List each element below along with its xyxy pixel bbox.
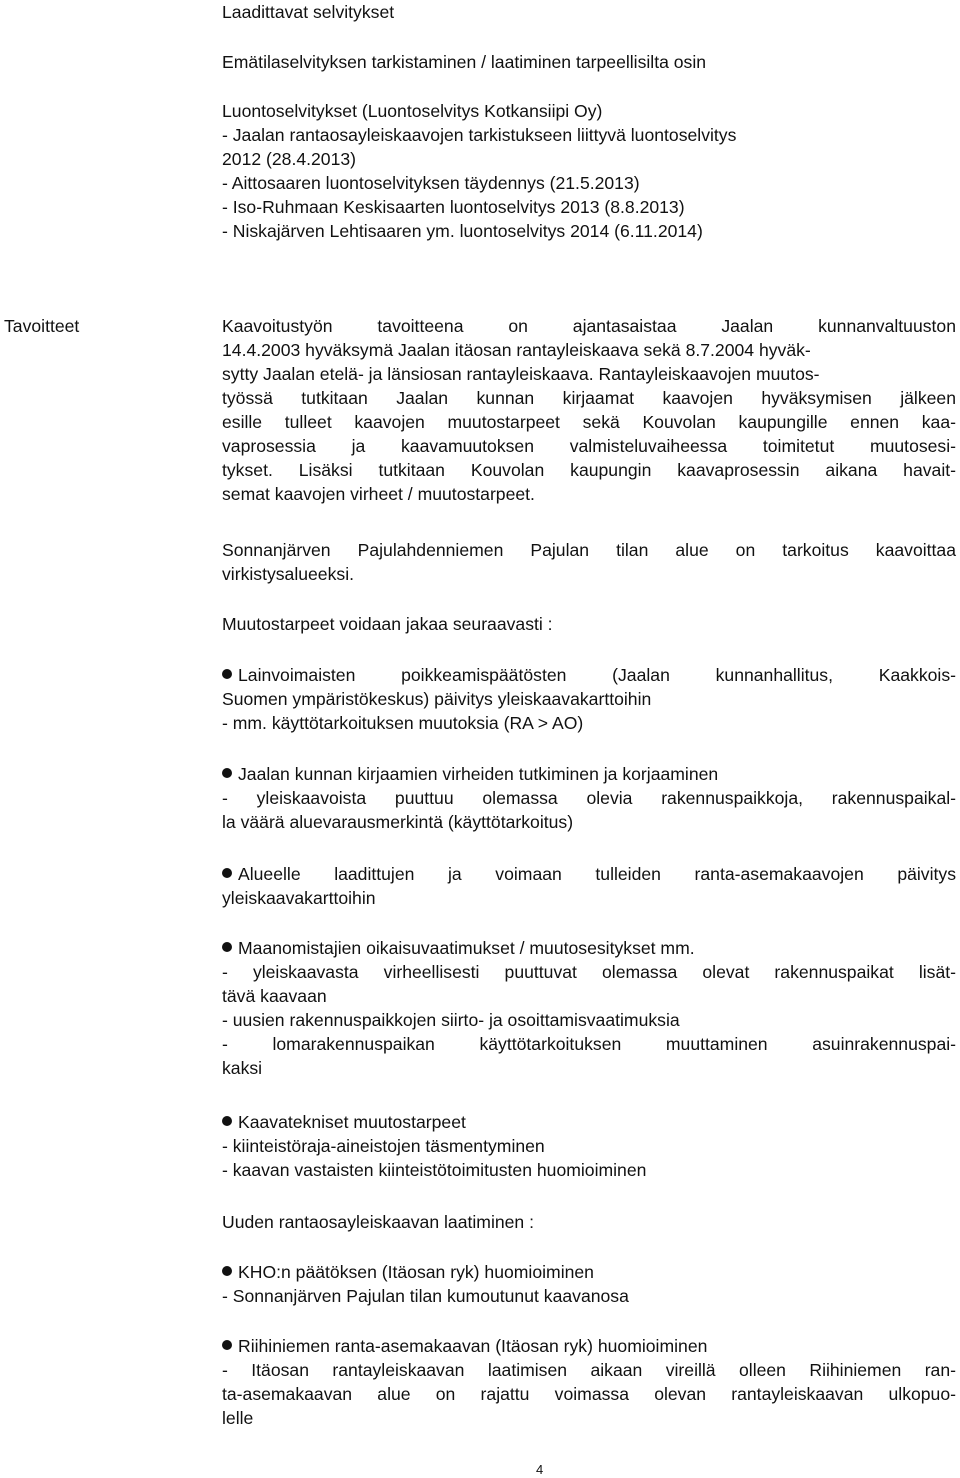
bullet-first-line bbox=[222, 1334, 956, 1358]
text-line: Jaalan kunnan kirjaamien virheiden tutkiminen ja korjaaminen bbox=[238, 764, 719, 784]
text-line: ta-asemakaavan alue on rajattu voimassa olevan rantayleiskaavan ulkopuo- bbox=[222, 1384, 956, 1404]
bullet-item bbox=[222, 1260, 956, 1308]
bullet-item bbox=[222, 762, 956, 834]
bullet-dot-icon bbox=[222, 1116, 232, 1126]
text-line: Riihiniemen ranta-asemakaavan (Itäosan ryk) huomioiminen bbox=[238, 1336, 708, 1356]
paragraph-emätila bbox=[222, 50, 956, 74]
bullet-dot-icon bbox=[222, 669, 232, 679]
text-line: - yleiskaavasta virheellisesti puuttuvat olemassa olevat rakennuspaikat lisät- bbox=[222, 962, 956, 982]
text-line: 14.4.2003 hyväksymä Jaalan itäosan rantayleiskaava sekä 8.7.2004 hyväk- bbox=[222, 340, 811, 360]
text-line: - Aittosaaren luontoselvityksen täydennys (21.5.2013) bbox=[222, 173, 640, 193]
text-line: esille tulleet kaavojen muutostarpeet sekä Kouvolan kaupungille ennen kaa- bbox=[222, 412, 956, 432]
text-line: Sonnanjärven Pajulahdenniemen Pajulan tilan alue on tarkoitus kaavoittaa bbox=[222, 540, 956, 560]
bullet-item bbox=[222, 1334, 956, 1430]
text-line: työssä tutkitaan Jaalan kunnan kirjaamat kaavojen hyväksymisen jälkeen bbox=[222, 388, 956, 408]
bullet-dot-icon bbox=[222, 1340, 232, 1350]
text-line: Kaavoitustyön tavoitteena on ajantasaistaa Jaalan kunnanvaltuuston bbox=[222, 316, 956, 336]
bullet-dot-icon bbox=[222, 942, 232, 952]
text-line: la väärä aluevarausmerkintä (käyttötarkoitus) bbox=[222, 812, 574, 832]
text-line: Alueelle laadittujen ja voimaan tulleiden ranta-asemakaavojen päivitys bbox=[238, 864, 956, 884]
text-line: - Sonnanjärven Pajulan tilan kumoutunut kaavanosa bbox=[222, 1286, 629, 1306]
text-line: - Jaalan rantaosayleiskaavojen tarkistukseen liittyvä luontoselvitys bbox=[222, 125, 737, 145]
bullet-dot-icon bbox=[222, 868, 232, 878]
text-line: Muutostarpeet voidaan jakaa seuraavasti : bbox=[222, 614, 553, 634]
text-line: yleiskaavakarttoihin bbox=[222, 888, 376, 908]
text-line: vaprosessia ja kaavamuutoksen valmisteluvaiheessa toimitetut muutosesi- bbox=[222, 436, 956, 456]
text-line: tävä kaavaan bbox=[222, 986, 327, 1006]
text-line: - Niskajärven Lehtisaaren ym. luontoselvitys 2014 (6.11.2014) bbox=[222, 221, 703, 241]
text-line: - Iso-Ruhmaan Keskisaarten luontoselvitys 2013 (8.8.2013) bbox=[222, 197, 685, 217]
bullet-item bbox=[222, 663, 956, 735]
paragraph-sonnanjarvi bbox=[222, 538, 956, 586]
text-line: tykset. Lisäksi tutkitaan Kouvolan kaupungin kaavaprosessin aikana havait- bbox=[222, 460, 956, 480]
page-number: 4 bbox=[536, 1462, 544, 1477]
bullet-dot-icon bbox=[222, 768, 232, 778]
text-line: Maanomistajien oikaisuvaatimukset / muutosesitykset mm. bbox=[238, 938, 695, 958]
paragraph-tavoitteet bbox=[222, 314, 956, 506]
bullet-first-line bbox=[222, 762, 956, 786]
bullet-item bbox=[222, 862, 956, 910]
bullet-first-line bbox=[222, 663, 956, 687]
text-line: Luontoselvitykset (Luontoselvitys Kotkansiipi Oy) bbox=[222, 101, 603, 121]
text-line: Kaavatekniset muutostarpeet bbox=[238, 1112, 466, 1132]
bullet-first-line bbox=[222, 1260, 956, 1284]
text-line: - kaavan vastaisten kiinteistötoimitusten huomioiminen bbox=[222, 1160, 647, 1180]
bullet-item bbox=[222, 936, 956, 1080]
bullet-item bbox=[222, 1110, 956, 1182]
text-line: virkistysalueeksi. bbox=[222, 564, 354, 584]
text-line: KHO:n päätöksen (Itäosan ryk) huomioiminen bbox=[238, 1262, 594, 1282]
bullet-first-line bbox=[222, 862, 956, 886]
text-line: Lainvoimaisten poikkeamispäätösten (Jaalan kunnanhallitus, Kaakkois- bbox=[238, 665, 956, 685]
text-line: Uuden rantaosayleiskaavan laatiminen : bbox=[222, 1212, 534, 1232]
text-line: lelle bbox=[222, 1408, 254, 1428]
text-line: - Itäosan rantayleiskaavan laatimisen aikaan vireillä olleen Riihiniemen ran- bbox=[222, 1360, 956, 1380]
text-line: - kiinteistöraja-aineistojen täsmentyminen bbox=[222, 1136, 545, 1156]
text-line: Emätilaselvityksen tarkistaminen / laatiminen tarpeellisilta osin bbox=[222, 52, 707, 72]
paragraph-luontoselvitykset bbox=[222, 99, 956, 243]
text-line: sytty Jaalan etelä- ja länsiosan rantayleiskaava. Rantayleiskaavojen muutos- bbox=[222, 364, 820, 384]
text-line: - lomarakennuspaikan käyttötarkoituksen muuttaminen asuinrakennuspai- bbox=[222, 1034, 956, 1054]
section-heading bbox=[222, 0, 956, 24]
text-line: - yleiskaavoista puuttuu olemassa olevia rakennuspaikkoja, rakennuspaikal- bbox=[222, 788, 956, 808]
paragraph-uusi-kaava-intro bbox=[222, 1210, 956, 1234]
text-line: semat kaavojen virheet / muutostarpeet. bbox=[222, 484, 535, 504]
text-line: 2012 (28.4.2013) bbox=[222, 149, 357, 169]
heading-text: Laadittavat selvitykset bbox=[222, 2, 395, 22]
text-line: - mm. käyttötarkoituksen muutoksia (RA > AO) bbox=[222, 713, 584, 733]
bullet-dot-icon bbox=[222, 1266, 232, 1276]
text-line: kaksi bbox=[222, 1058, 263, 1078]
paragraph-muutostarpeet-intro bbox=[222, 612, 956, 636]
bullet-first-line bbox=[222, 1110, 956, 1134]
side-label-tavoitteet: Tavoitteet bbox=[4, 316, 80, 336]
text-line: Suomen ympäristökeskus) päivitys yleiskaavakarttoihin bbox=[222, 689, 652, 709]
bullet-first-line bbox=[222, 936, 956, 960]
text-line: - uusien rakennuspaikkojen siirto- ja osoittamisvaatimuksia bbox=[222, 1010, 680, 1030]
